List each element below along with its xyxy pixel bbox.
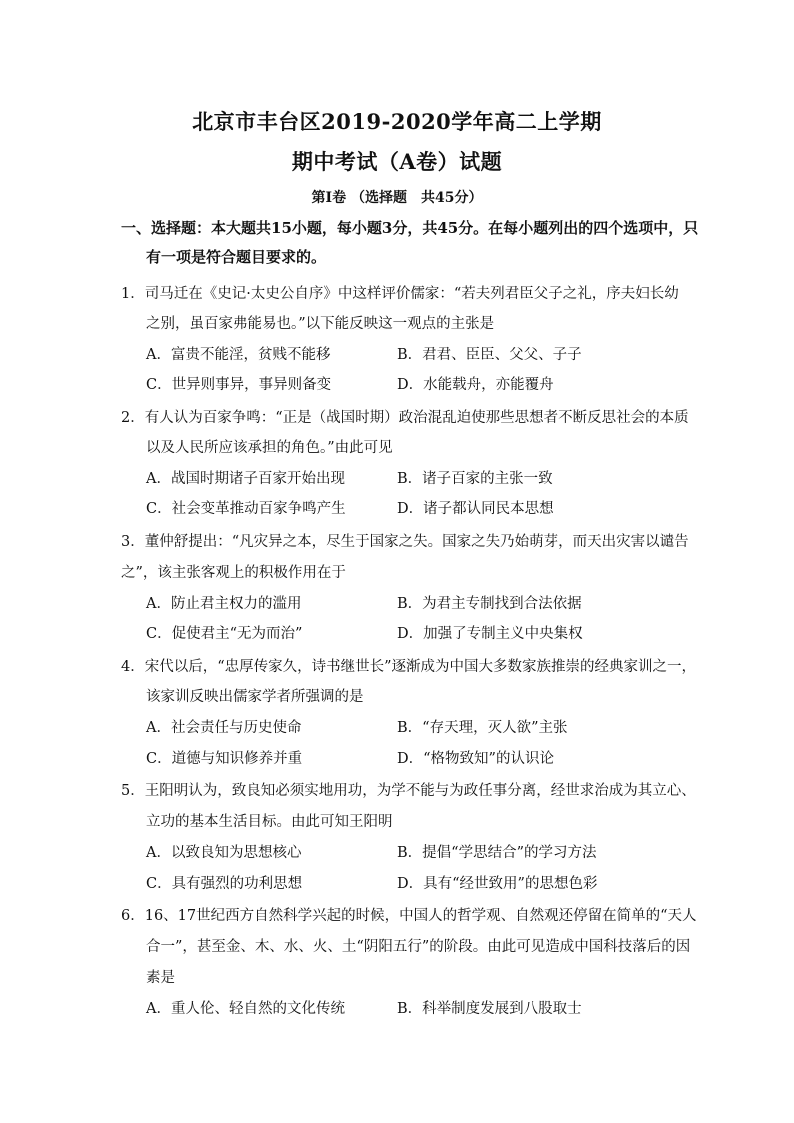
question-6-option-a: A．重人伦、轻自然的文化传统	[146, 1001, 345, 1017]
exam-title: 北京市丰台区2019-2020学年高二上学期	[192, 109, 602, 134]
question-4-stem: 4．宋代以后，“忠厚传家久，诗书继世长”逐渐成为中国大多数家族推崇的经典家训之一，	[121, 659, 697, 675]
question-6-stem-cont2: 素是	[146, 970, 175, 986]
question-1-option-d: D．水能载舟，亦能覆舟	[397, 377, 554, 393]
question-4-option-c: C．道德与知识修养并重	[146, 751, 303, 767]
question-2-option-a: A．战国时期诸子百家开始出现	[146, 471, 345, 487]
question-5-option-d: D．具有“经世致用”的思想色彩	[397, 876, 598, 892]
question-1-stem-cont: 之别，虽百家弗能易也。”以下能反映这一观点的主张是	[146, 316, 495, 332]
question-4-stem-cont: 该家训反映出儒家学者所强调的是	[146, 689, 364, 705]
question-3-stem-cont: 之”，该主张客观上的积极作用在于	[121, 565, 346, 581]
section-heading-cont: 有一项是符合题目要求的。	[146, 248, 327, 266]
question-2-option-b: B．诸子百家的主张一致	[397, 471, 553, 487]
question-1-option-c: C．世异则事异，事异则备变	[146, 377, 332, 393]
question-3-option-d: D．加强了专制主义中央集权	[397, 626, 583, 642]
question-2-stem: 2．有人认为百家争鸣：“正是（战国时期）政治混乱迫使那些思想者不断反思社会的本质	[121, 410, 689, 426]
question-5-stem-cont: 立功的基本生活目标。由此可知王阳明	[146, 814, 393, 830]
question-4-option-b: B．“存天理，灭人欲”主张	[397, 720, 568, 736]
question-4-option-a: A．社会责任与历史使命	[146, 720, 302, 736]
question-6-option-b: B．科举制度发展到八股取士	[397, 1001, 582, 1017]
question-3-stem: 3．董仲舒提出：“凡灾异之本，尽生于国家之失。国家之失乃始萌芽，而天出灾害以谴告	[121, 534, 689, 550]
question-2-option-d: D．诸子都认同民本思想	[397, 501, 554, 517]
question-2-option-c: C．社会变革推动百家争鸣产生	[146, 501, 346, 517]
question-4-option-d: D．“格物致知”的认识论	[397, 751, 554, 767]
question-1-stem: 1．司马迁在《史记·太史公自序》中这样评价儒家：“若夫列君臣父子之礼，序夫妇长幼	[121, 286, 679, 302]
question-2-stem-cont: 以及人民所应该承担的角色。”由此可见	[146, 440, 393, 456]
question-3-option-b: B．为君主专制找到合法依据	[397, 596, 582, 612]
question-5-option-a: A．以致良知为思想核心	[146, 845, 302, 861]
question-1-option-b: B．君君、臣臣、父父、子子	[397, 347, 582, 363]
exam-subtitle: 期中考试（A卷）试题	[291, 149, 503, 174]
question-6-stem: 6．16、17世纪西方自然科学兴起的时候，中国人的哲学观、自然观还停留在简单的“天人	[121, 908, 697, 924]
question-3-option-c: C．促使君主“无为而治”	[146, 626, 303, 642]
section-heading: 一、选择题：本大题共15小题，每小题3分，共45分。在每小题列出的四个选项中，只	[121, 219, 699, 237]
question-6-stem-cont: 合一”，甚至金、木、水、火、土“阴阳五行”的阶段。由此可见造成中国科技落后的因	[146, 939, 691, 955]
question-3-option-a: A．防止君主权力的滥用	[146, 596, 302, 612]
part-title: 第Ⅰ卷 （选择题 共45分）	[311, 190, 483, 206]
question-5-option-b: B．提倡“学思结合”的学习方法	[397, 845, 597, 861]
question-1-option-a: A．富贵不能淫，贫贱不能移	[146, 347, 331, 363]
question-5-option-c: C．具有强烈的功利思想	[146, 876, 303, 892]
question-5-stem: 5．王阳明认为，致良知必须实地用功，为学不能与为政任事分离，经世求治成为其立心、	[121, 783, 696, 799]
